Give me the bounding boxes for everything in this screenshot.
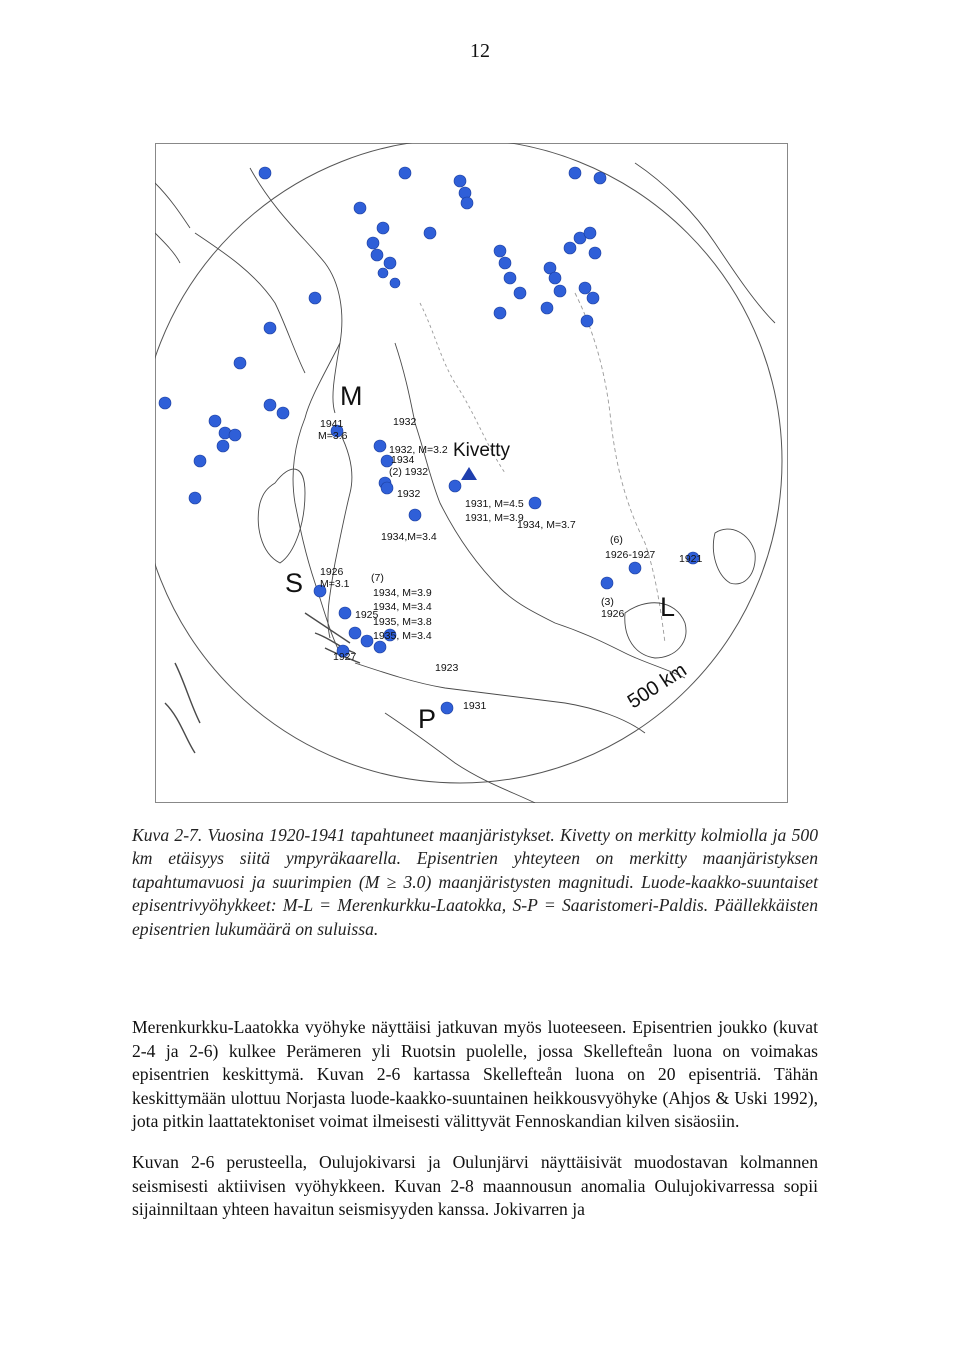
svg-text:1923: 1923	[435, 662, 459, 674]
svg-text:1926-1927: 1926-1927	[605, 549, 656, 561]
zone-label-p: P	[418, 704, 437, 734]
svg-text:1934, M=3.4: 1934, M=3.4	[373, 601, 432, 613]
kivetty-label: Kivetty	[453, 440, 511, 461]
zone-label-m: M	[340, 381, 363, 411]
svg-text:M=3.1: M=3.1	[320, 578, 350, 590]
svg-text:1932: 1932	[397, 488, 421, 500]
svg-text:1921: 1921	[679, 553, 703, 565]
distance-label: 500 km	[623, 659, 691, 714]
epicenter-map	[155, 143, 788, 803]
zone-label-l: L	[660, 592, 676, 622]
svg-text:(6): (6)	[610, 534, 623, 546]
zone-label-s: S	[285, 568, 304, 598]
svg-text:1931, M=3.9: 1931, M=3.9	[465, 512, 524, 524]
svg-text:1931: 1931	[463, 700, 487, 712]
svg-text:1931, M=4.5: 1931, M=4.5	[465, 498, 524, 510]
svg-text:1925: 1925	[355, 609, 379, 621]
svg-text:1926: 1926	[320, 566, 344, 578]
svg-text:(2) 1932: (2) 1932	[389, 466, 429, 478]
body-paragraph-1: Merenkurkku-Laatokka vyöhyke näyttäisi jatkuvan myös luoteeseen. Episentrien joukko (kuvat 2-4 ja 2-6) kulkee Perämeren yli Ruotsin puolelle, jossa Skellefteån luona on voimakas episentrien keskittymä. Kuvan 2-6 kartassa Skellefteån luona on 20 episentriä. Tähän keskittymään ulottuu Norjasta luode-kaakko-suuntainen heikkousvyöhyke (Ahjos & Uski 1992), jota pitkin laattatektoniset voimat ilmeisesti välittyvät Fennoskandian kilven sisäosiin.	[132, 1017, 818, 1132]
svg-text:(7): (7)	[371, 572, 384, 584]
svg-text:1932: 1932	[393, 416, 417, 428]
svg-text:1935, M=3.8: 1935, M=3.8	[373, 616, 432, 628]
svg-text:1927: 1927	[333, 651, 357, 663]
svg-text:1934,M=3.4: 1934,M=3.4	[381, 531, 437, 543]
svg-text:M=3.6: M=3.6	[318, 430, 348, 442]
figure-caption: Kuva 2-7. Vuosina 1920-1941 tapahtuneet maanjäristykset. Kivetty on merkitty kolmiolla ja 500 km etäisyys siitä ympyräkaarella. Episentrien yhteyteen on merkitty maanjäristyksen tapahtumavuosi ja suurimpien (M ≥ 3.0) maanjäristysten magnitudi. Luode-kaakko-suuntaiset episentrivyöhykkeet: M-L = Merenkurkku-Laatokka, S-P = Saaristomeri-Paldis. Päällekkäisten episentrien lukumäärä on suluissa.	[132, 825, 818, 939]
svg-text:1941: 1941	[320, 418, 344, 430]
svg-text:1932, M=3.2: 1932, M=3.2	[389, 444, 448, 456]
svg-text:1926: 1926	[601, 608, 625, 620]
page-number: 12	[470, 40, 490, 62]
svg-text:1934: 1934	[391, 454, 415, 466]
svg-text:(3): (3)	[601, 596, 614, 608]
body-paragraph-2: Kuvan 2-6 perusteella, Oulujokivarsi ja Oulunjärvi näyttäisivät muodostavan kolmannen seismisesti aktiivisen vyöhykkeen. Kuvan 2-8 maannousun anomalia Oulujokivarressa sopii sijainniltaan yhteen havaitun seismisyyden kanssa. Jokivarren ja	[132, 1152, 818, 1220]
svg-text:1934, M=3.9: 1934, M=3.9	[373, 587, 432, 599]
svg-text:1934, M=3.7: 1934, M=3.7	[517, 519, 576, 531]
svg-text:1935, M=3.4: 1935, M=3.4	[373, 630, 432, 642]
